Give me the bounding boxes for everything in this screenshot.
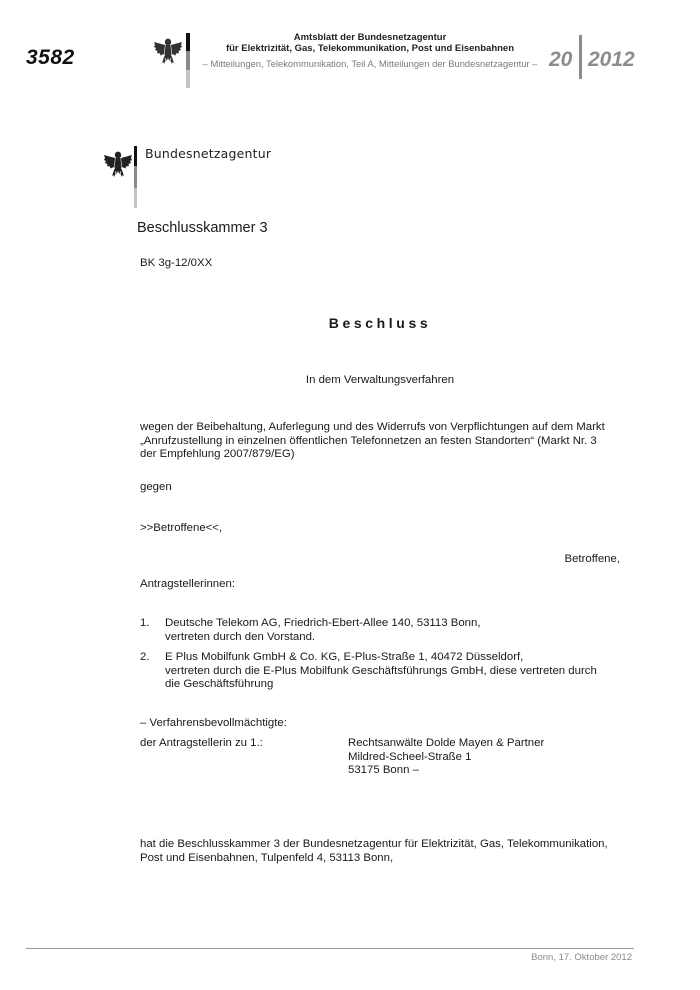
federal-eagle-icon xyxy=(153,33,183,65)
document-title: Beschluss xyxy=(328,315,432,331)
counsel-line: Rechtsanwälte Dolde Mayen & Partner xyxy=(348,737,545,749)
subject-line: der Empfehlung 2007/879/EG) xyxy=(140,448,295,461)
decision-chamber: Beschlusskammer 3 xyxy=(137,220,268,236)
header-color-bar xyxy=(186,33,190,88)
issue-divider xyxy=(579,35,582,79)
agency-name: Bundesnetzagentur xyxy=(145,146,272,161)
applicant-item xyxy=(165,651,597,692)
gazette-title-line2: für Elektrizität, Gas, Telekommunikation, Post und Eisenbahnen xyxy=(225,43,515,54)
applicant-line: Deutsche Telekom AG, Friedrich-Ebert-Allee 140, 53113 Bonn, xyxy=(165,617,481,629)
closing-paragraph xyxy=(140,838,620,865)
applicant-line: E Plus Mobilfunk GmbH & Co. KG, E-Plus-Straße 1, 40472 Düsseldorf, xyxy=(165,651,524,663)
logo-color-bar xyxy=(134,146,137,208)
subject-paragraph xyxy=(140,421,620,462)
applicant-number: 2. xyxy=(140,651,150,663)
counsel-address xyxy=(348,737,544,778)
gazette-subtitle: – Mitteilungen, Telekommunikation, Teil A, Mitteilungen der Bundesnetzagentur – xyxy=(202,58,538,69)
closing-line: Post und Eisenbahnen, Tulpenfeld 4, 53113 Bonn, xyxy=(140,851,394,864)
subject-line: wegen der Beibehaltung, Auferlegung und des Widerrufs von Verpflichtungen auf dem Markt xyxy=(140,421,605,433)
applicant-item xyxy=(165,617,481,644)
case-number: BK 3g-12/0XX xyxy=(140,257,213,269)
applicant-line: vertreten durch die E-Plus Mobilfunk Geschäftsführungs GmbH, diese vertreten durch xyxy=(165,664,597,677)
subject-line: „Anrufzustellung in einzelnen öffentlichen Telefonnetzen an festen Standorten“ (Markt Nr. 3 xyxy=(140,434,597,447)
footer-rule xyxy=(26,948,634,949)
applicant-line: vertreten durch den Vorstand. xyxy=(165,630,316,643)
applicant-line: die Geschäftsführung xyxy=(165,678,274,691)
counsel-line: 53175 Bonn – xyxy=(348,764,419,777)
counsel-label: – Verfahrensbevollmächtigte: xyxy=(140,717,287,729)
affected-party-label: Betroffene, xyxy=(564,553,620,565)
issue-year: 2012 xyxy=(588,48,635,71)
proceeding-intro: In dem Verwaltungsverfahren xyxy=(305,374,455,386)
federal-eagle-icon xyxy=(103,146,133,178)
counsel-for-label: der Antragstellerin zu 1.: xyxy=(140,737,263,749)
closing-line: hat die Beschlusskammer 3 der Bundesnetzagentur für Elektrizität, Gas, Telekommunikation, xyxy=(140,838,608,850)
against-label: gegen xyxy=(140,481,172,493)
footer-date: Bonn, 17. Oktober 2012 xyxy=(531,952,632,963)
issue-number: 20 xyxy=(549,48,573,71)
gazette-title-line1: Amtsblatt der Bundesnetzagentur xyxy=(293,32,447,43)
page-number: 3582 xyxy=(26,46,75,69)
applicant-number: 1. xyxy=(140,617,150,629)
affected-party-placeholder: >>Betroffene<<, xyxy=(140,522,223,534)
applicants-label: Antragstellerinnen: xyxy=(140,578,235,590)
counsel-line: Mildred-Scheel-Straße 1 xyxy=(348,750,472,763)
